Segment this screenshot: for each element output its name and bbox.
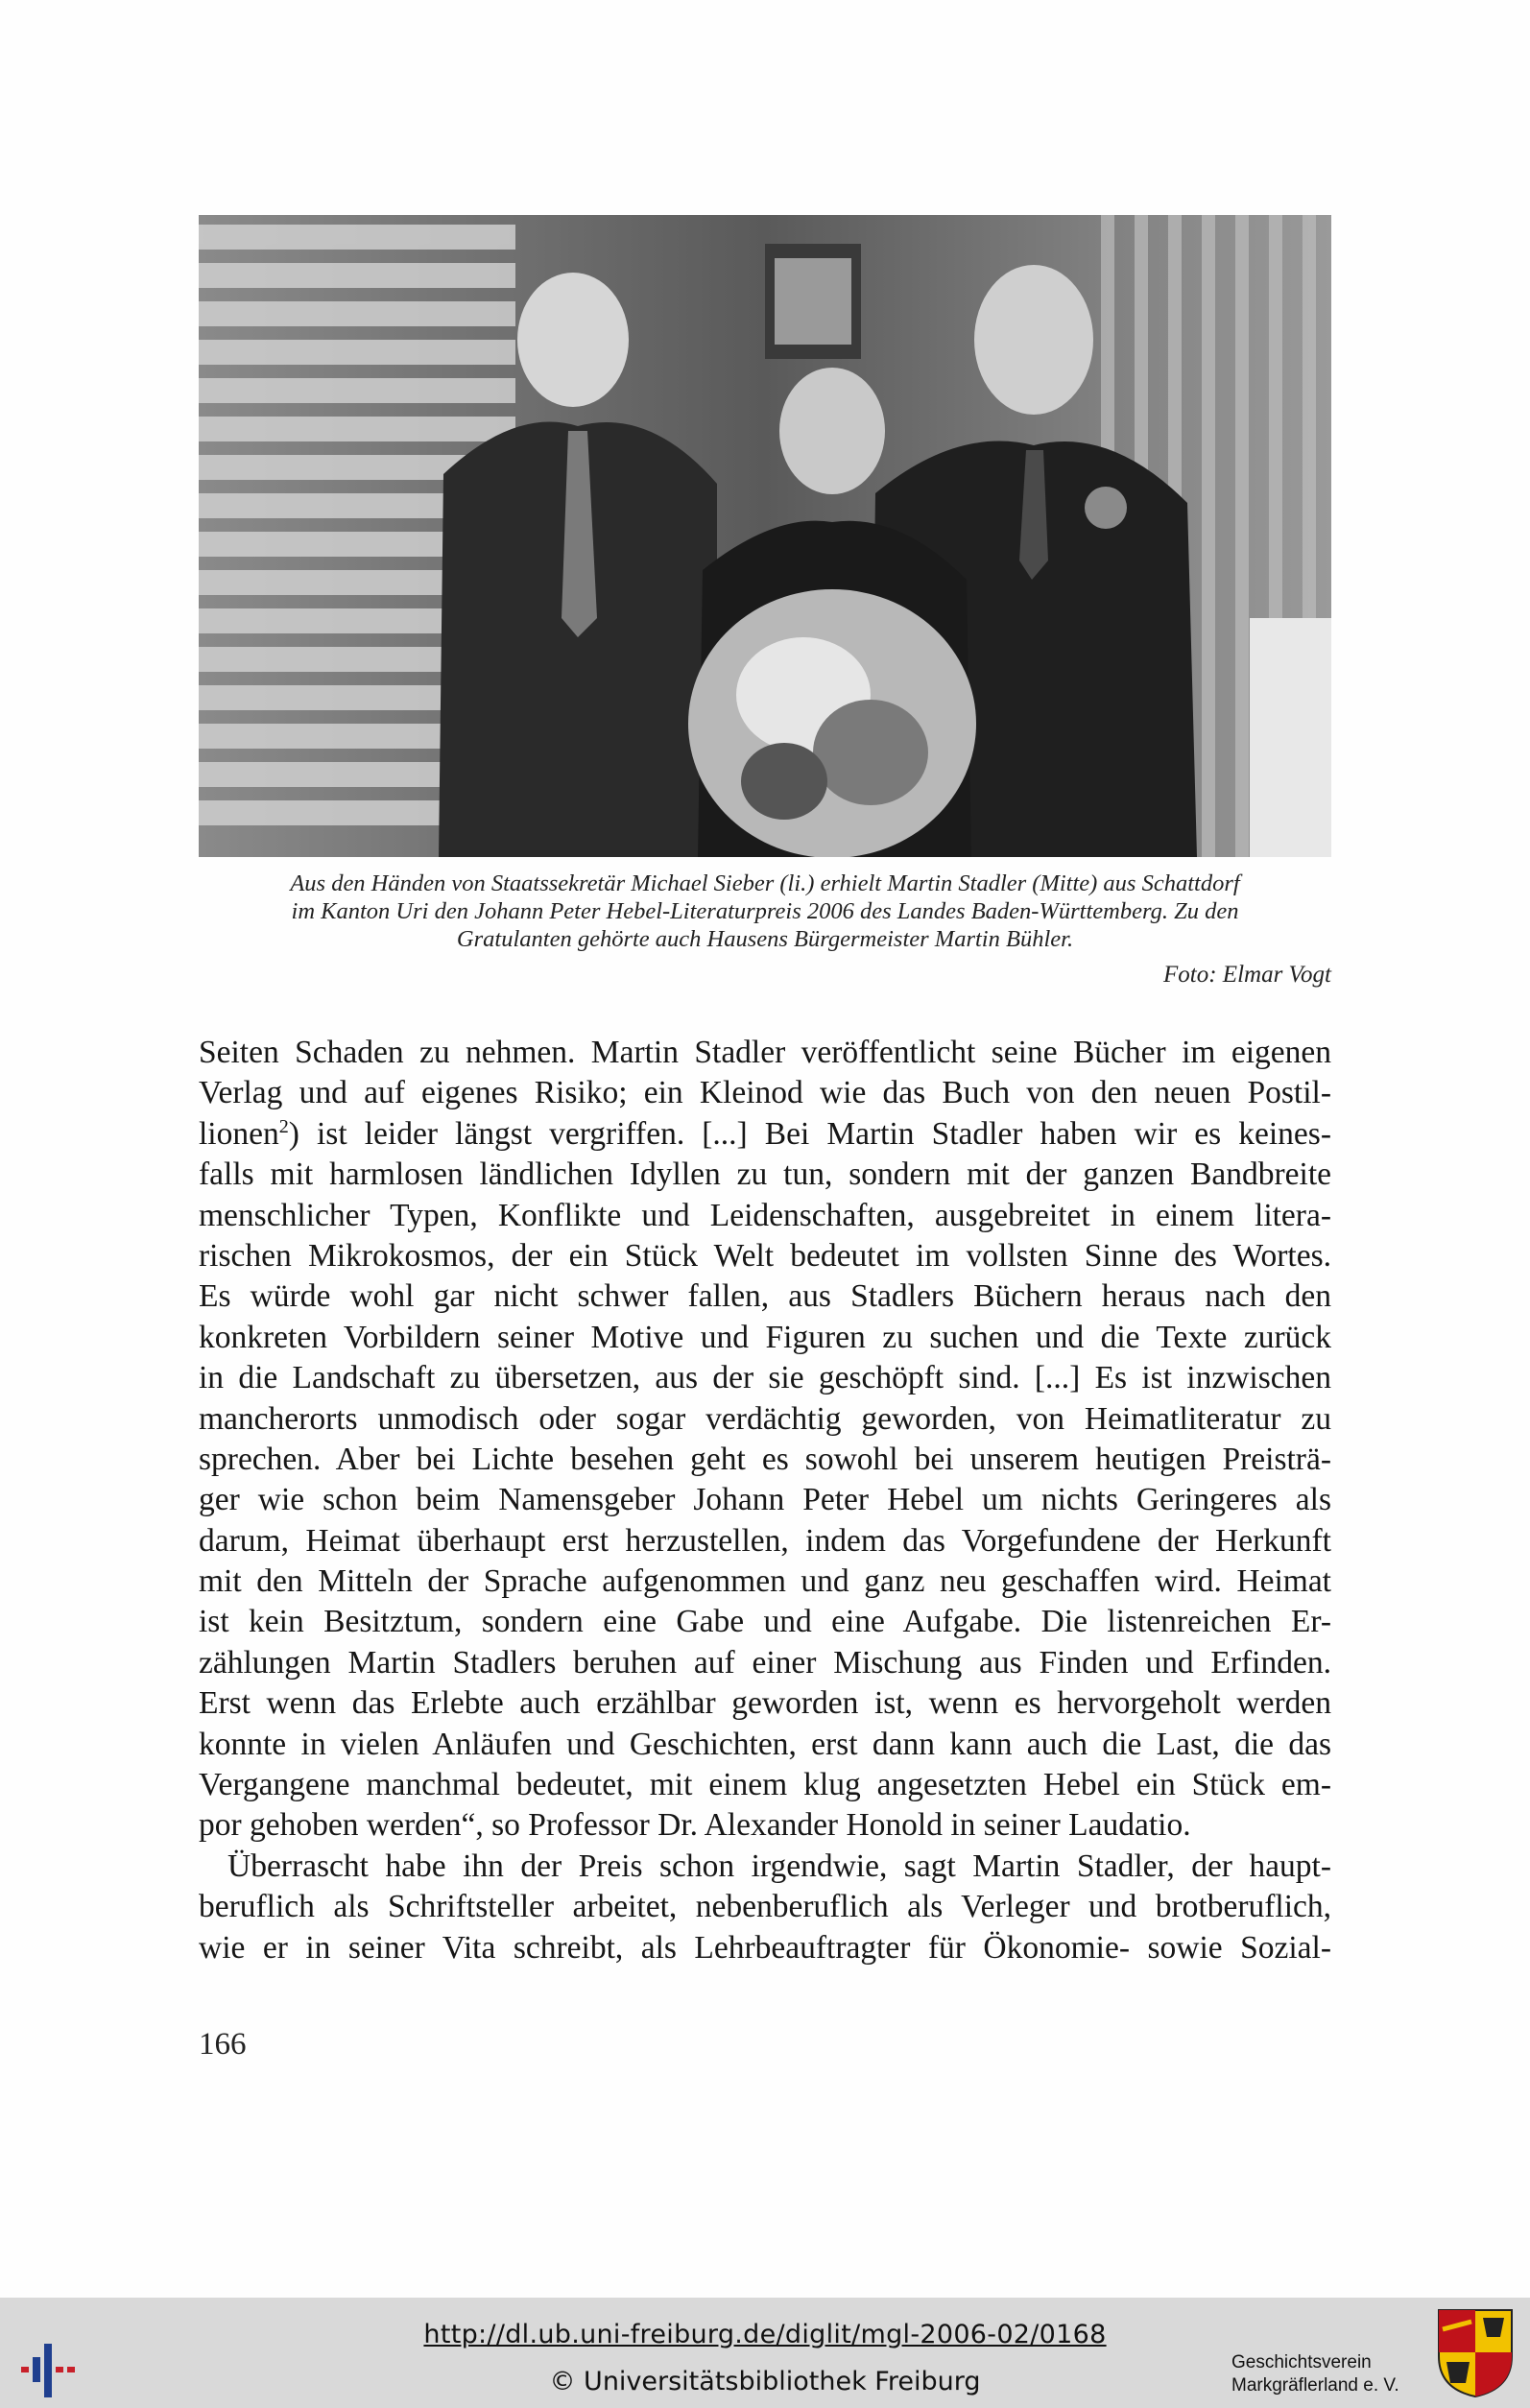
text-line: Erst wenn das Erlebte auch erzählbar geworden ist, wenn es hervorgeholt werden bbox=[199, 1685, 1331, 1722]
text-line bbox=[199, 1114, 1331, 1155]
text-fragment: ) bbox=[288, 1115, 317, 1152]
text-line: Verlag und auf eigenes Risiko; ein Kleinod wie das Buch von den neuen Postil- bbox=[199, 1075, 1331, 1111]
source-url-link[interactable]: http://dl.ub.uni-freiburg.de/diglit/mgl-2006-02/0168 bbox=[423, 2320, 1107, 2349]
text-line: mit den Mitteln der Sprache aufgenommen und ganz neu geschaffen wird. Heimat bbox=[199, 1563, 1331, 1600]
text-line: falls mit harmlosen ländlichen Idyllen zu tun, sondern mit der ganzen Bandbreite bbox=[199, 1156, 1331, 1193]
caption-line: Gratulanten gehörte auch Hausens Bürgermeister Martin Bühler. bbox=[456, 926, 1074, 952]
text-fragment: lionen bbox=[199, 1115, 279, 1152]
caption-line: Aus den Händen von Staatssekretär Michael Sieber (li.) erhielt Martin Stadler (Mitte) aus Schattdorf bbox=[290, 870, 1240, 896]
text-line: mancherorts unmodisch oder sogar verdächtig geworden, von Heimatliteratur zu bbox=[199, 1400, 1331, 1437]
society-name-line: Markgräflerland e. V. bbox=[1231, 2375, 1399, 2396]
text-line: Seiten Schaden zu nehmen. Martin Stadler veröffentlicht seine Bücher im eigenen bbox=[199, 1035, 1331, 1070]
award-photo bbox=[199, 215, 1331, 857]
society-name-line: Geschichtsverein bbox=[1231, 2352, 1372, 2372]
coat-of-arms-icon bbox=[1437, 2308, 1514, 2398]
society-name bbox=[1231, 2351, 1433, 2397]
copyright-notice: © Universitätsbibliothek Freiburg bbox=[549, 2367, 981, 2396]
text-line: Vergangene manchmal bedeutet, mit einem klug angesetzten Hebel ein Stück em- bbox=[199, 1767, 1331, 1803]
text-line: menschlicher Typen, Konflikte und Leidenschaften, ausgebreitet in einem litera- bbox=[199, 1197, 1331, 1233]
body-text bbox=[199, 1033, 1331, 1968]
caption-line: im Kanton Uri den Johann Peter Hebel-Literaturpreis 2006 des Landes Baden-Württemberg. Zu den bbox=[291, 898, 1239, 924]
text-line: konnte in vielen Anläufen und Geschichten, erst dann kann auch die Last, die das bbox=[199, 1726, 1331, 1762]
text-line: Es würde wohl gar nicht schwer fallen, aus Stadlers Büchern heraus nach den bbox=[199, 1278, 1331, 1315]
text-line: por gehoben werden“, so Professor Dr. Alexander Honold in seiner Laudatio. bbox=[199, 1807, 1191, 1844]
text-line: sprechen. Aber bei Lichte besehen geht es sowohl bei unserem heutigen Preisträ- bbox=[199, 1441, 1331, 1477]
footnote-marker: 2 bbox=[278, 1115, 289, 1137]
text-line: konkreten Vorbildern seiner Motive und Figuren zu suchen und die Texte zurück bbox=[199, 1319, 1331, 1355]
text-line: beruflich als Schriftsteller arbeitet, nebenberuflich als Verleger und brotberuflich, bbox=[199, 1889, 1331, 1925]
text-line: rischen Mikrokosmos, der ein Stück Welt bedeutet im vollsten Sinne des Wortes. bbox=[199, 1237, 1331, 1274]
text-line: ist kein Besitztum, sondern eine Gabe und eine Aufgabe. Die listenreichen Er- bbox=[199, 1604, 1331, 1640]
text-line: zählungen Martin Stadlers beruhen auf einer Mischung aus Finden und Erfinden. bbox=[199, 1644, 1331, 1681]
text-line: ger wie schon beim Namensgeber Johann Peter Hebel um nichts Geringeres als bbox=[199, 1482, 1331, 1518]
photo-credit: Foto: Elmar Vogt bbox=[1163, 962, 1331, 988]
text-line: in die Landschaft zu übersetzen, aus der sie geschöpft sind. [...] Es ist inzwischen bbox=[199, 1360, 1331, 1396]
text-line: wie er in seiner Vita schreibt, als Lehrbeauftragter für Ökonomie- sowie Sozial- bbox=[199, 1929, 1331, 1966]
page-number: 166 bbox=[199, 2027, 247, 2062]
photo-caption bbox=[199, 870, 1331, 953]
text-line: darum, Heimat überhaupt erst herzustellen, indem das Vorgefundene der Herkunft bbox=[199, 1522, 1331, 1559]
text-fragment: ist leider längst vergriffen. [...] Bei Martin Stadler haben wir es keines- bbox=[317, 1115, 1331, 1152]
text-line: Überrascht habe ihn der Preis schon irgendwie, sagt Martin Stadler, der haupt- bbox=[227, 1848, 1331, 1884]
